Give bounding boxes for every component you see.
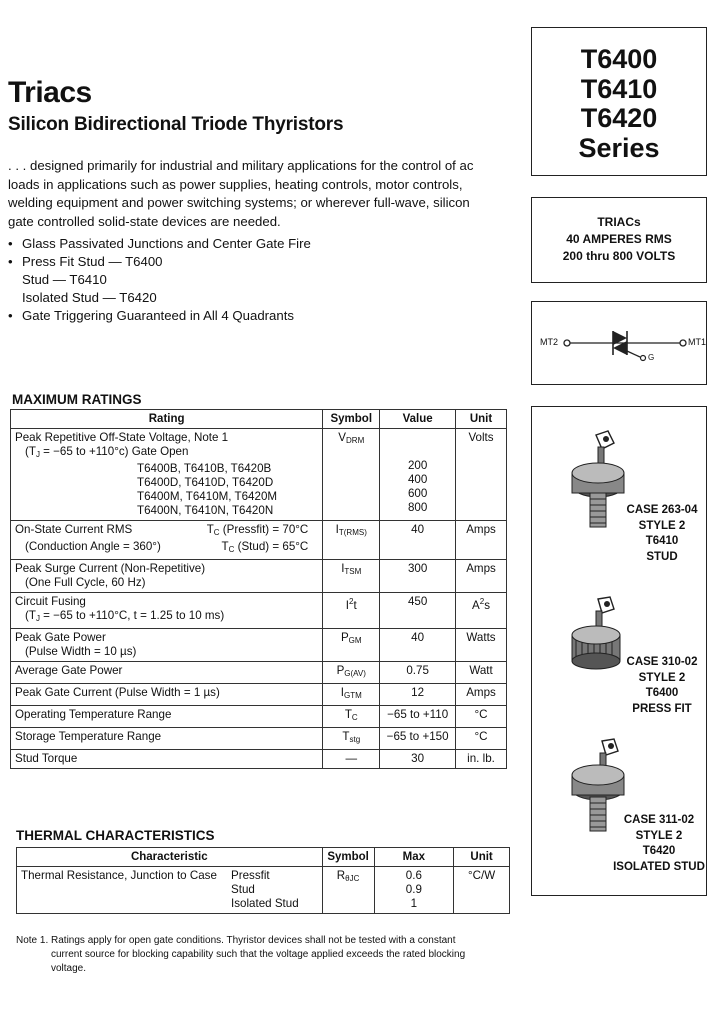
thermal-table: [16, 847, 510, 914]
schematic-symbol-box: [531, 301, 707, 385]
table-row: Peak Surge Current (Non-Repetitive) (One Full Cycle, 60 Hz) $I_{TSM}$ 300 Amps: [11, 560, 507, 593]
intro-line: gate controlled solid-state devices are needed.: [8, 213, 281, 229]
table-row: On-State Current RMS $T_C$ (Pressfit) = 70°C (Conduction Angle = 360°) $T_C$ (Stud) = 65°C $I_{T(RMS)}$ 40 Amps: [11, 521, 507, 560]
case-label: CASE 263-04 STYLE 2 T6410 STUD: [626, 504, 698, 563]
part-number-t6410: T6410: [580, 73, 658, 104]
table-header-row: [11, 410, 507, 429]
part-number-t6400: T6400: [580, 44, 658, 74]
case-label: CASE 310-02 STYLE 2 T6400 PRESS FIT: [626, 656, 698, 715]
header-rating: Rating: [11, 410, 323, 429]
table-row: Peak Gate Current (Pulse Width = 1 µs) $I_{GTM}$ 12 Amps: [11, 684, 507, 706]
case-label: CASE 311-02 STYLE 2 T6420 ISOLATED STUD: [613, 814, 705, 873]
table-row: Circuit Fusing ($T_J = -65$ to +110°C, t = 1.25 to 10 ms) $I^2t$ 450 $A^2s$: [11, 593, 507, 629]
table-row: Peak Gate Power (Pulse Width = 10 µs) $P_{GM}$ 40 Watts: [11, 629, 507, 662]
footnote: Note 1. Ratings apply for open gate conditions. Thyristor devices shall not be tested with a constant current source for blocking capability such that the voltage applied exceeds the rated blocking voltage.: [16, 935, 466, 974]
feature-subitem: Isolated Stud — T6420: [22, 290, 157, 305]
part-number-box: [531, 27, 707, 176]
series-label: Series: [578, 132, 660, 163]
summary-box: [531, 197, 707, 283]
thermal-heading: THERMAL CHARACTERISTICS: [16, 828, 215, 843]
bullet-icon: •: [8, 308, 13, 323]
table-row: Operating Temperature Range $T_C$ −65 to +110 °C: [11, 706, 507, 728]
max-ratings-heading: MAXIMUM RATINGS: [12, 392, 142, 407]
mt2-label: MT2: [540, 337, 558, 347]
intro-line: welding equipment and power switching systems; or wherever full-wave, silicon: [8, 195, 470, 210]
header-value: Value: [380, 410, 456, 429]
feature-subitem: Stud — T6410: [22, 272, 107, 287]
bullet-icon: •: [8, 236, 13, 251]
feature-item: • Press Fit Stud — T6400: [8, 254, 163, 269]
triac-symbol-icon: [532, 302, 706, 384]
intro-line: loads in applications such as power supplies, heating controls, motor controls,: [8, 176, 463, 192]
header-symbol: Symbol: [323, 410, 380, 429]
part-number-list: [532, 45, 706, 163]
feature-item: • Glass Passivated Junctions and Center Gate Fire: [8, 236, 311, 251]
table-row: Average Gate Power $P_{G(AV)}$ 0.75 Watt: [11, 662, 507, 684]
gate-label: G: [648, 353, 655, 362]
summary-line: 200 thru 800 VOLTS: [562, 249, 676, 263]
page-title: Triacs: [8, 76, 92, 109]
summary-line: 40 AMPERES RMS: [566, 232, 672, 246]
bullet-icon: •: [8, 254, 13, 269]
table-row: Thermal Resistance, Junction to Case Pressfit Stud Isolated Stud $R_{\theta JC}$ 0.6 0.9 1 °C/W: [17, 867, 510, 914]
case-outline-box: [531, 406, 707, 896]
page-subtitle: Silicon Bidirectional Triode Thyristors: [8, 114, 344, 135]
table-row: Stud Torque — 30 in. lb.: [11, 750, 507, 769]
table-header-row: Characteristic Symbol Max Unit: [17, 848, 510, 867]
header-unit: Unit: [456, 410, 507, 429]
intro-line: . . . designed primarily for industrial and military applications for the control of ac: [8, 158, 474, 173]
table-row: Storage Temperature Range $T_{stg}$ −65 to +150 °C: [11, 728, 507, 750]
feature-item: • Gate Triggering Guaranteed in All 4 Quadrants: [8, 308, 294, 323]
part-number-t6420: T6420: [580, 103, 658, 133]
summary-line: TRIACs: [597, 215, 641, 229]
max-ratings-table: [10, 409, 507, 769]
table-row: Peak Repetitive Off-State Voltage, Note 1 ($T_J = -65$ to +110°c) Gate Open T6400B, T6410B, T6420B T6400D, T6410D, T6420D T6400M, T6410M, T6420M T6400N, T6410N, T6420N $V_{DRM}$ 200 400 600 800 Volts: [11, 429, 507, 521]
intro-paragraph: [8, 157, 508, 231]
mt1-label: MT1: [688, 337, 706, 347]
feature-list: [8, 235, 508, 325]
